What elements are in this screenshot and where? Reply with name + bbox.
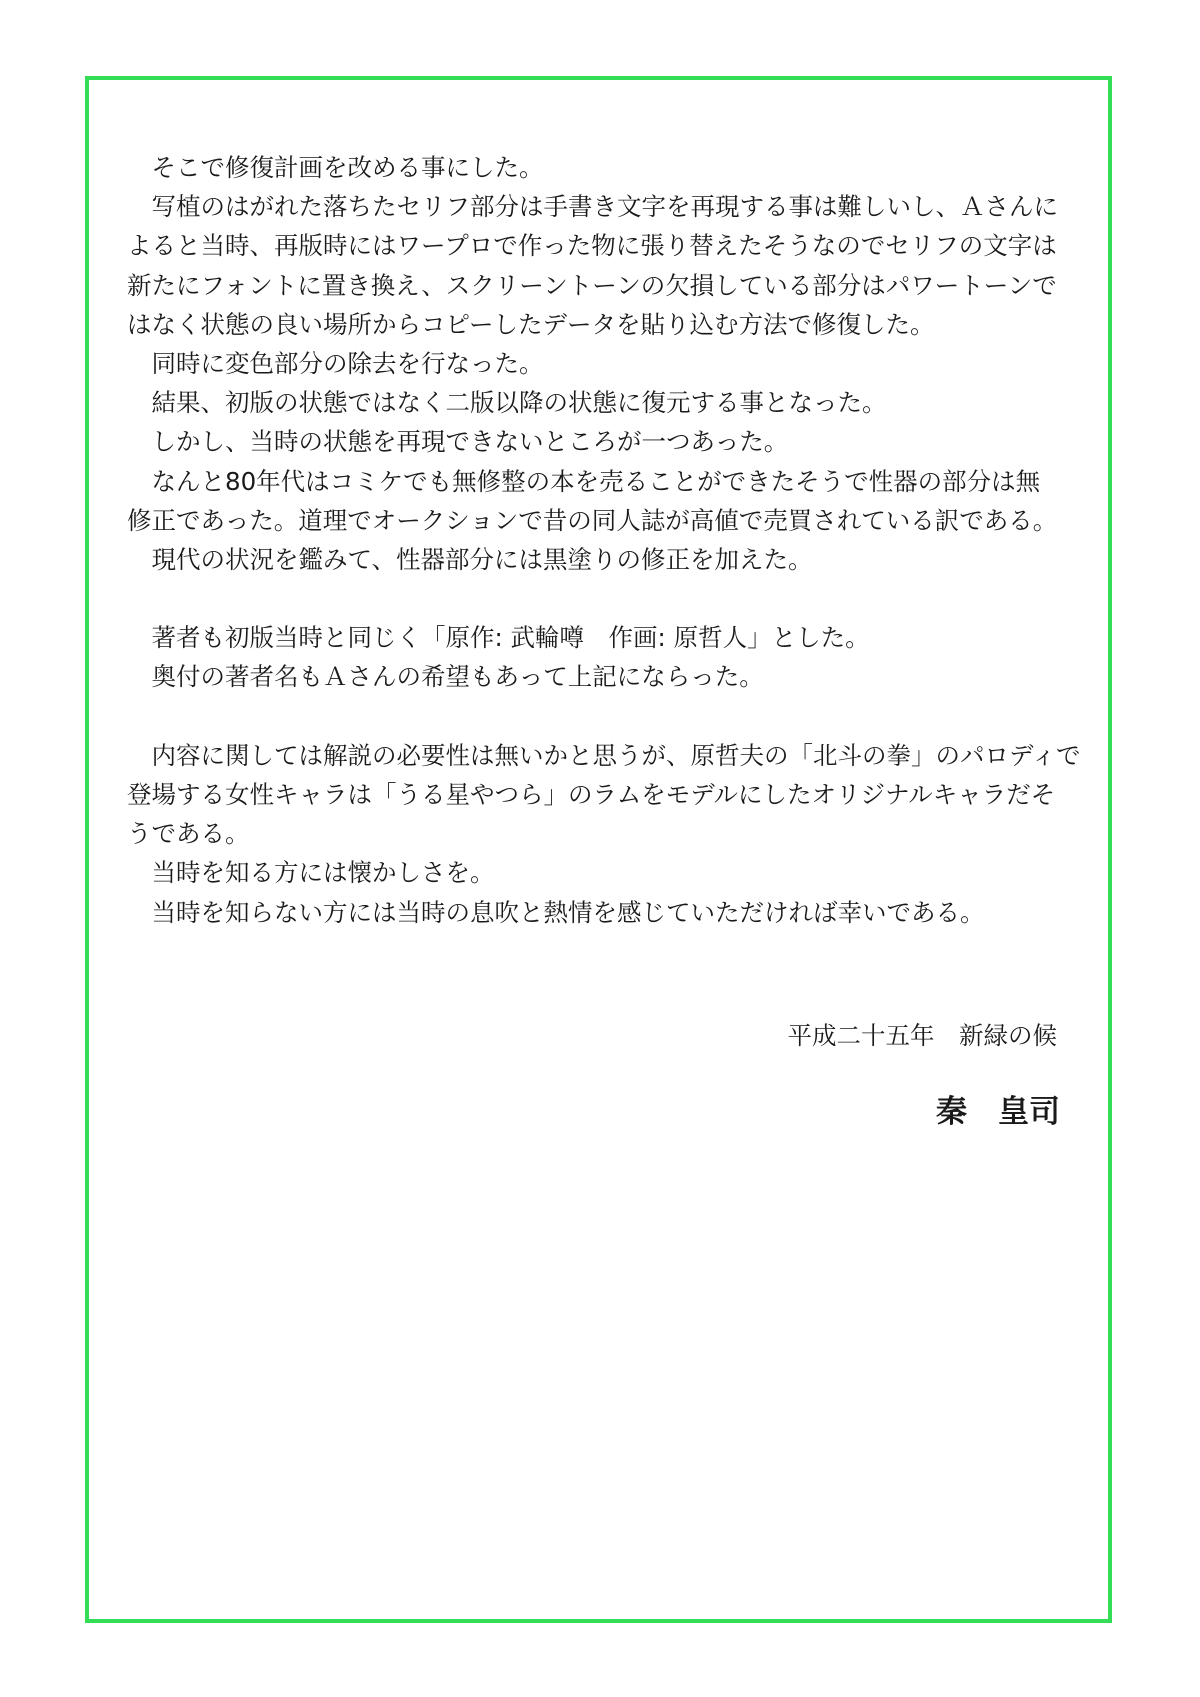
blank-line <box>127 697 1087 736</box>
body-text-line: 著者も初版当時と同じく「原作: 武輪噂 作画: 原哲人」とした。 <box>127 623 870 653</box>
body-text-line: 新たにフォントに置き換え、スクリーントーンの欠損している部分はパワートーンで <box>127 270 1057 300</box>
body-text-line: 当時を知る方には懐かしさを。 <box>127 858 495 888</box>
body-text-line: しかし、当時の状態を再現できないところが一つあった。 <box>127 427 789 457</box>
body-text-line: はなく状態の良い場所からコピーしたデータを貼り込む方法で修復した。 <box>127 309 935 339</box>
blank-line <box>127 579 1087 618</box>
body-text-line: 内容に関しては解説の必要性は無いかと思うが、原哲夫の「北斗の拳」のパロディで <box>127 740 1081 770</box>
body-text-line: なんと80年代はコミケでも無修整の本を売ることができたそうで性器の部分は無 <box>127 466 1041 496</box>
body-text-line: よると当時、再版時にはワープロで作った物に張り替えたそうなのでセリフの文字は <box>127 231 1057 261</box>
body-text-line: 修正であった。道理でオークションで昔の同人誌が高値で売買されている訳である。 <box>127 505 1058 535</box>
body-text-line: 結果、初版の状態ではなく二版以降の状態に復元する事となった。 <box>127 388 887 418</box>
body-text-line: 現代の状況を鑑みて、性器部分には黒塗りの修正を加えた。 <box>127 544 813 574</box>
body-text-line: 写植のはがれた落ちたセリフ部分は手書き文字を再現する事は難しいし、Ａさんに <box>127 192 1058 222</box>
body-text-line: 奥付の著者名もＡさんの希望もあって上記にならった。 <box>127 662 764 692</box>
date-line: 平成二十五年 新緑の候 <box>787 1021 1057 1050</box>
body-text-line: 同時に変色部分の除去を行なった。 <box>127 348 544 378</box>
body-text-line: 登場する女性キャラは「うる星やつら」のラムをモデルにしたオリジナルキャラだそ <box>127 780 1056 809</box>
body-text-line: そこで修復計画を改める事にした。 <box>127 153 544 182</box>
body-text-line: うである。 <box>127 819 250 849</box>
author-signature: 秦 皇司 <box>936 1094 1060 1130</box>
body-text-line: 当時を知らない方には当時の息吹と熱情を感じていただければ幸いである。 <box>127 897 985 927</box>
afterword-body <box>127 148 1087 932</box>
